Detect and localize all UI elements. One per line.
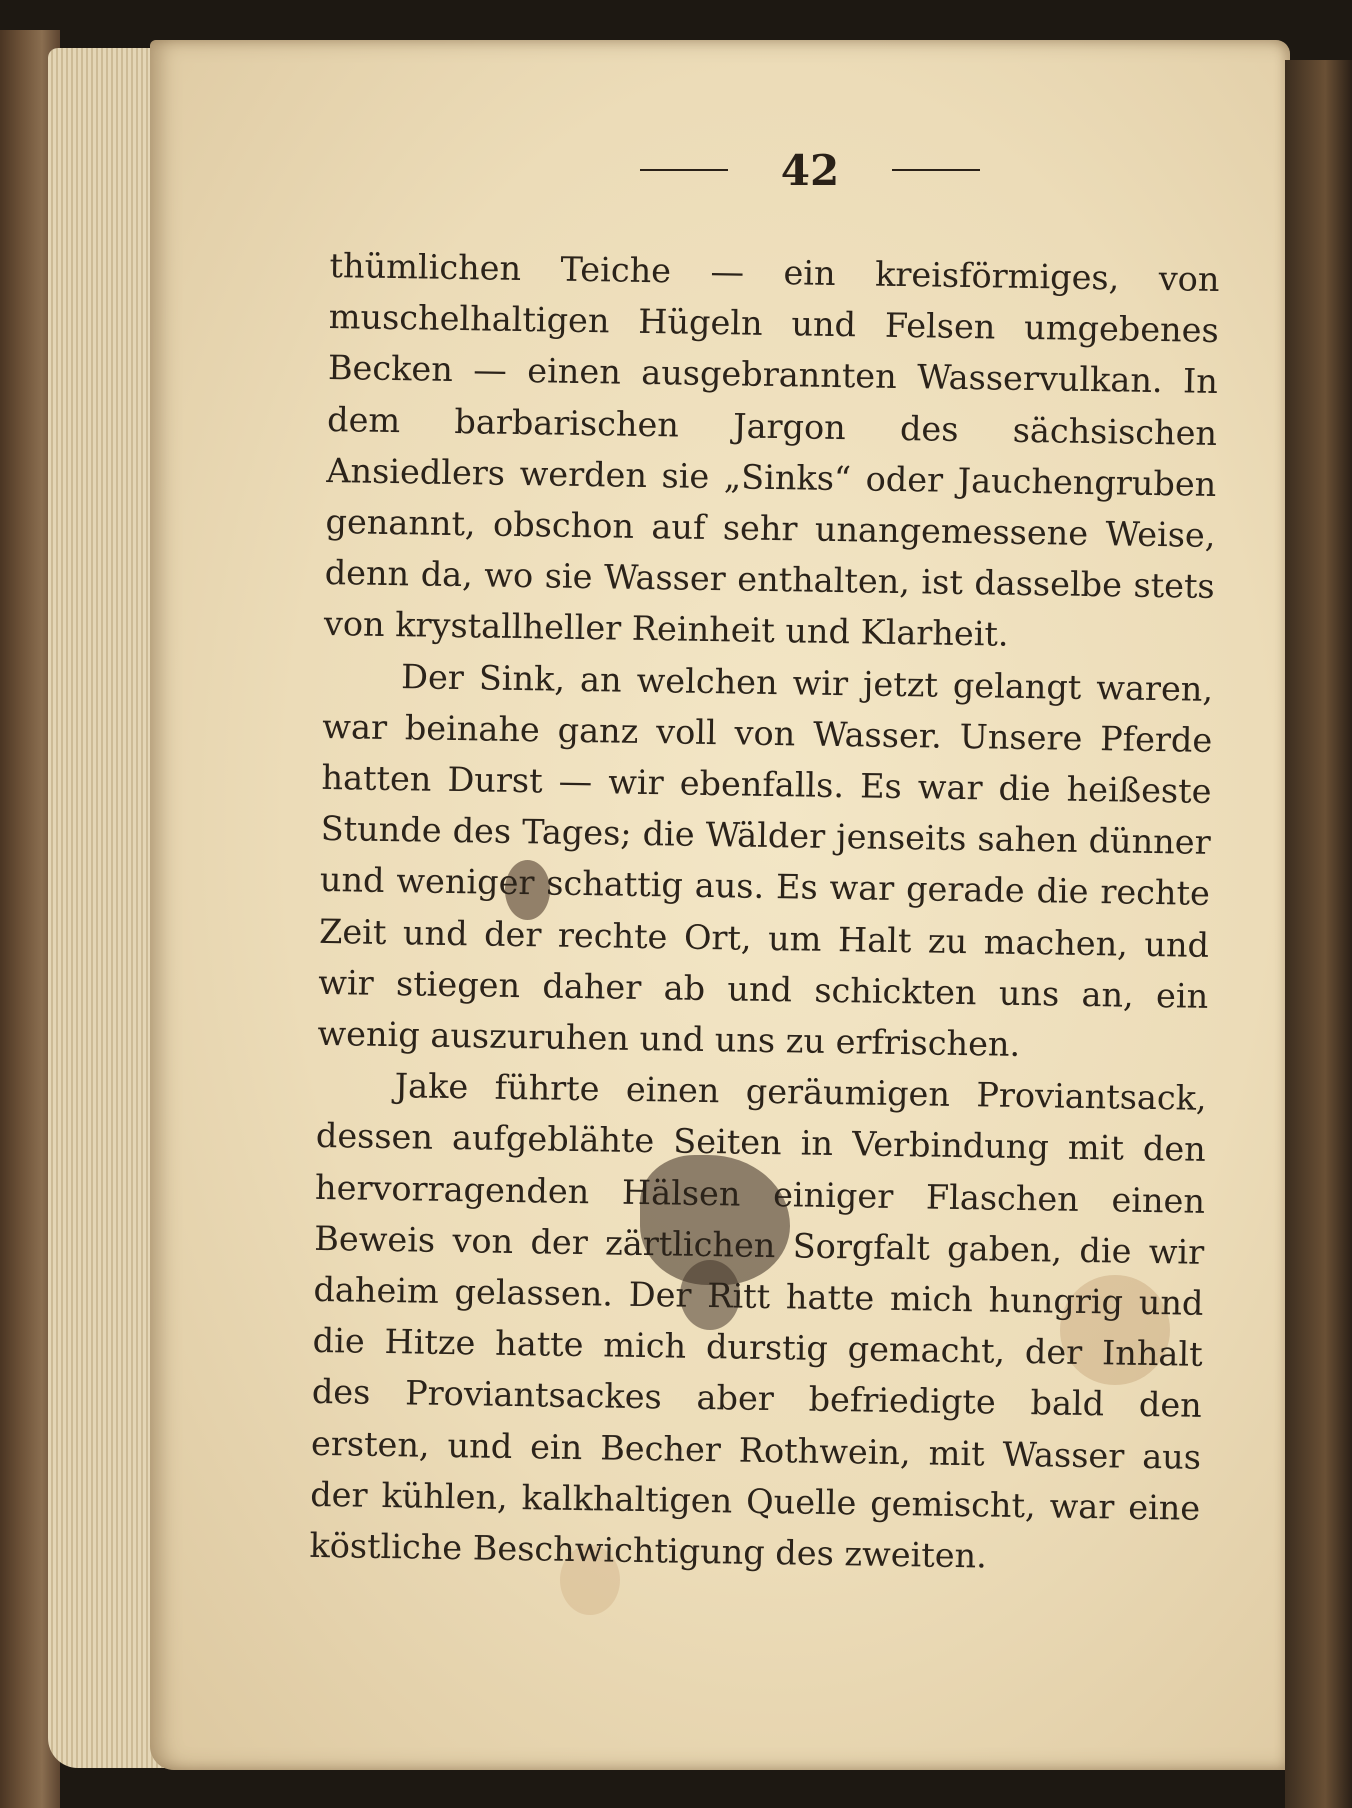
header-rule-right [892, 169, 980, 171]
paragraph: thümlichen Teiche — ein kreisförmiges, von muschelhaltigen Hügeln und Felsen umgebenes Becken — einen ausgebrannten Wasservulkan. In dem barbarischen Jargon des sächsischen Ansiedlers werden sie „Sinks“ oder Jauchengruben genannt, obschon auf sehr unangemessene Weise, denn da, wo sie Wasser enthalten, ist dasselbe stets von krystallheller Reinheit und Klarheit. [323, 245, 1220, 655]
page-header [640, 140, 980, 200]
body-text [309, 240, 1220, 1585]
paragraph: Jake führte einen geräumigen Proviantsack, dessen aufgeblähte Seiten in Verbindung mit den hervorragenden Hälsen einiger Flaschen einen Beweis von der zärtlichen Sorgfalt gaben, die wir daheim gelassen. Der Ritt hatte mich hungrig und die Hitze hatte mich durstig gemacht, der Inhalt des Proviantsackes aber befriedigte bald den ersten, und ein Becher Rothwein, mit Wasser aus der kühlen, kalkhaltigen Quelle gemischt, war eine köstliche Beschwichtigung des zweiten. [309, 1066, 1207, 1576]
page-number: 42 [780, 145, 840, 195]
paragraph: Der Sink, an welchen wir jetzt gelangt waren, war beinahe ganz voll von Wasser. Unsere Pferde hatten Durst — wir ebenfalls. Es war die heißeste Stunde des Tages; die Wälder jenseits sahen dünner und weniger schattig aus. Es war gerade die rechte Zeit und der rechte Ort, um Halt zu machen, und wir stiegen daher ab und schickten uns an, ein wenig auszuruhen und uns zu erfrischen. [317, 656, 1214, 1064]
header-rule-left [640, 169, 728, 171]
binding-gutter [1285, 60, 1352, 1808]
